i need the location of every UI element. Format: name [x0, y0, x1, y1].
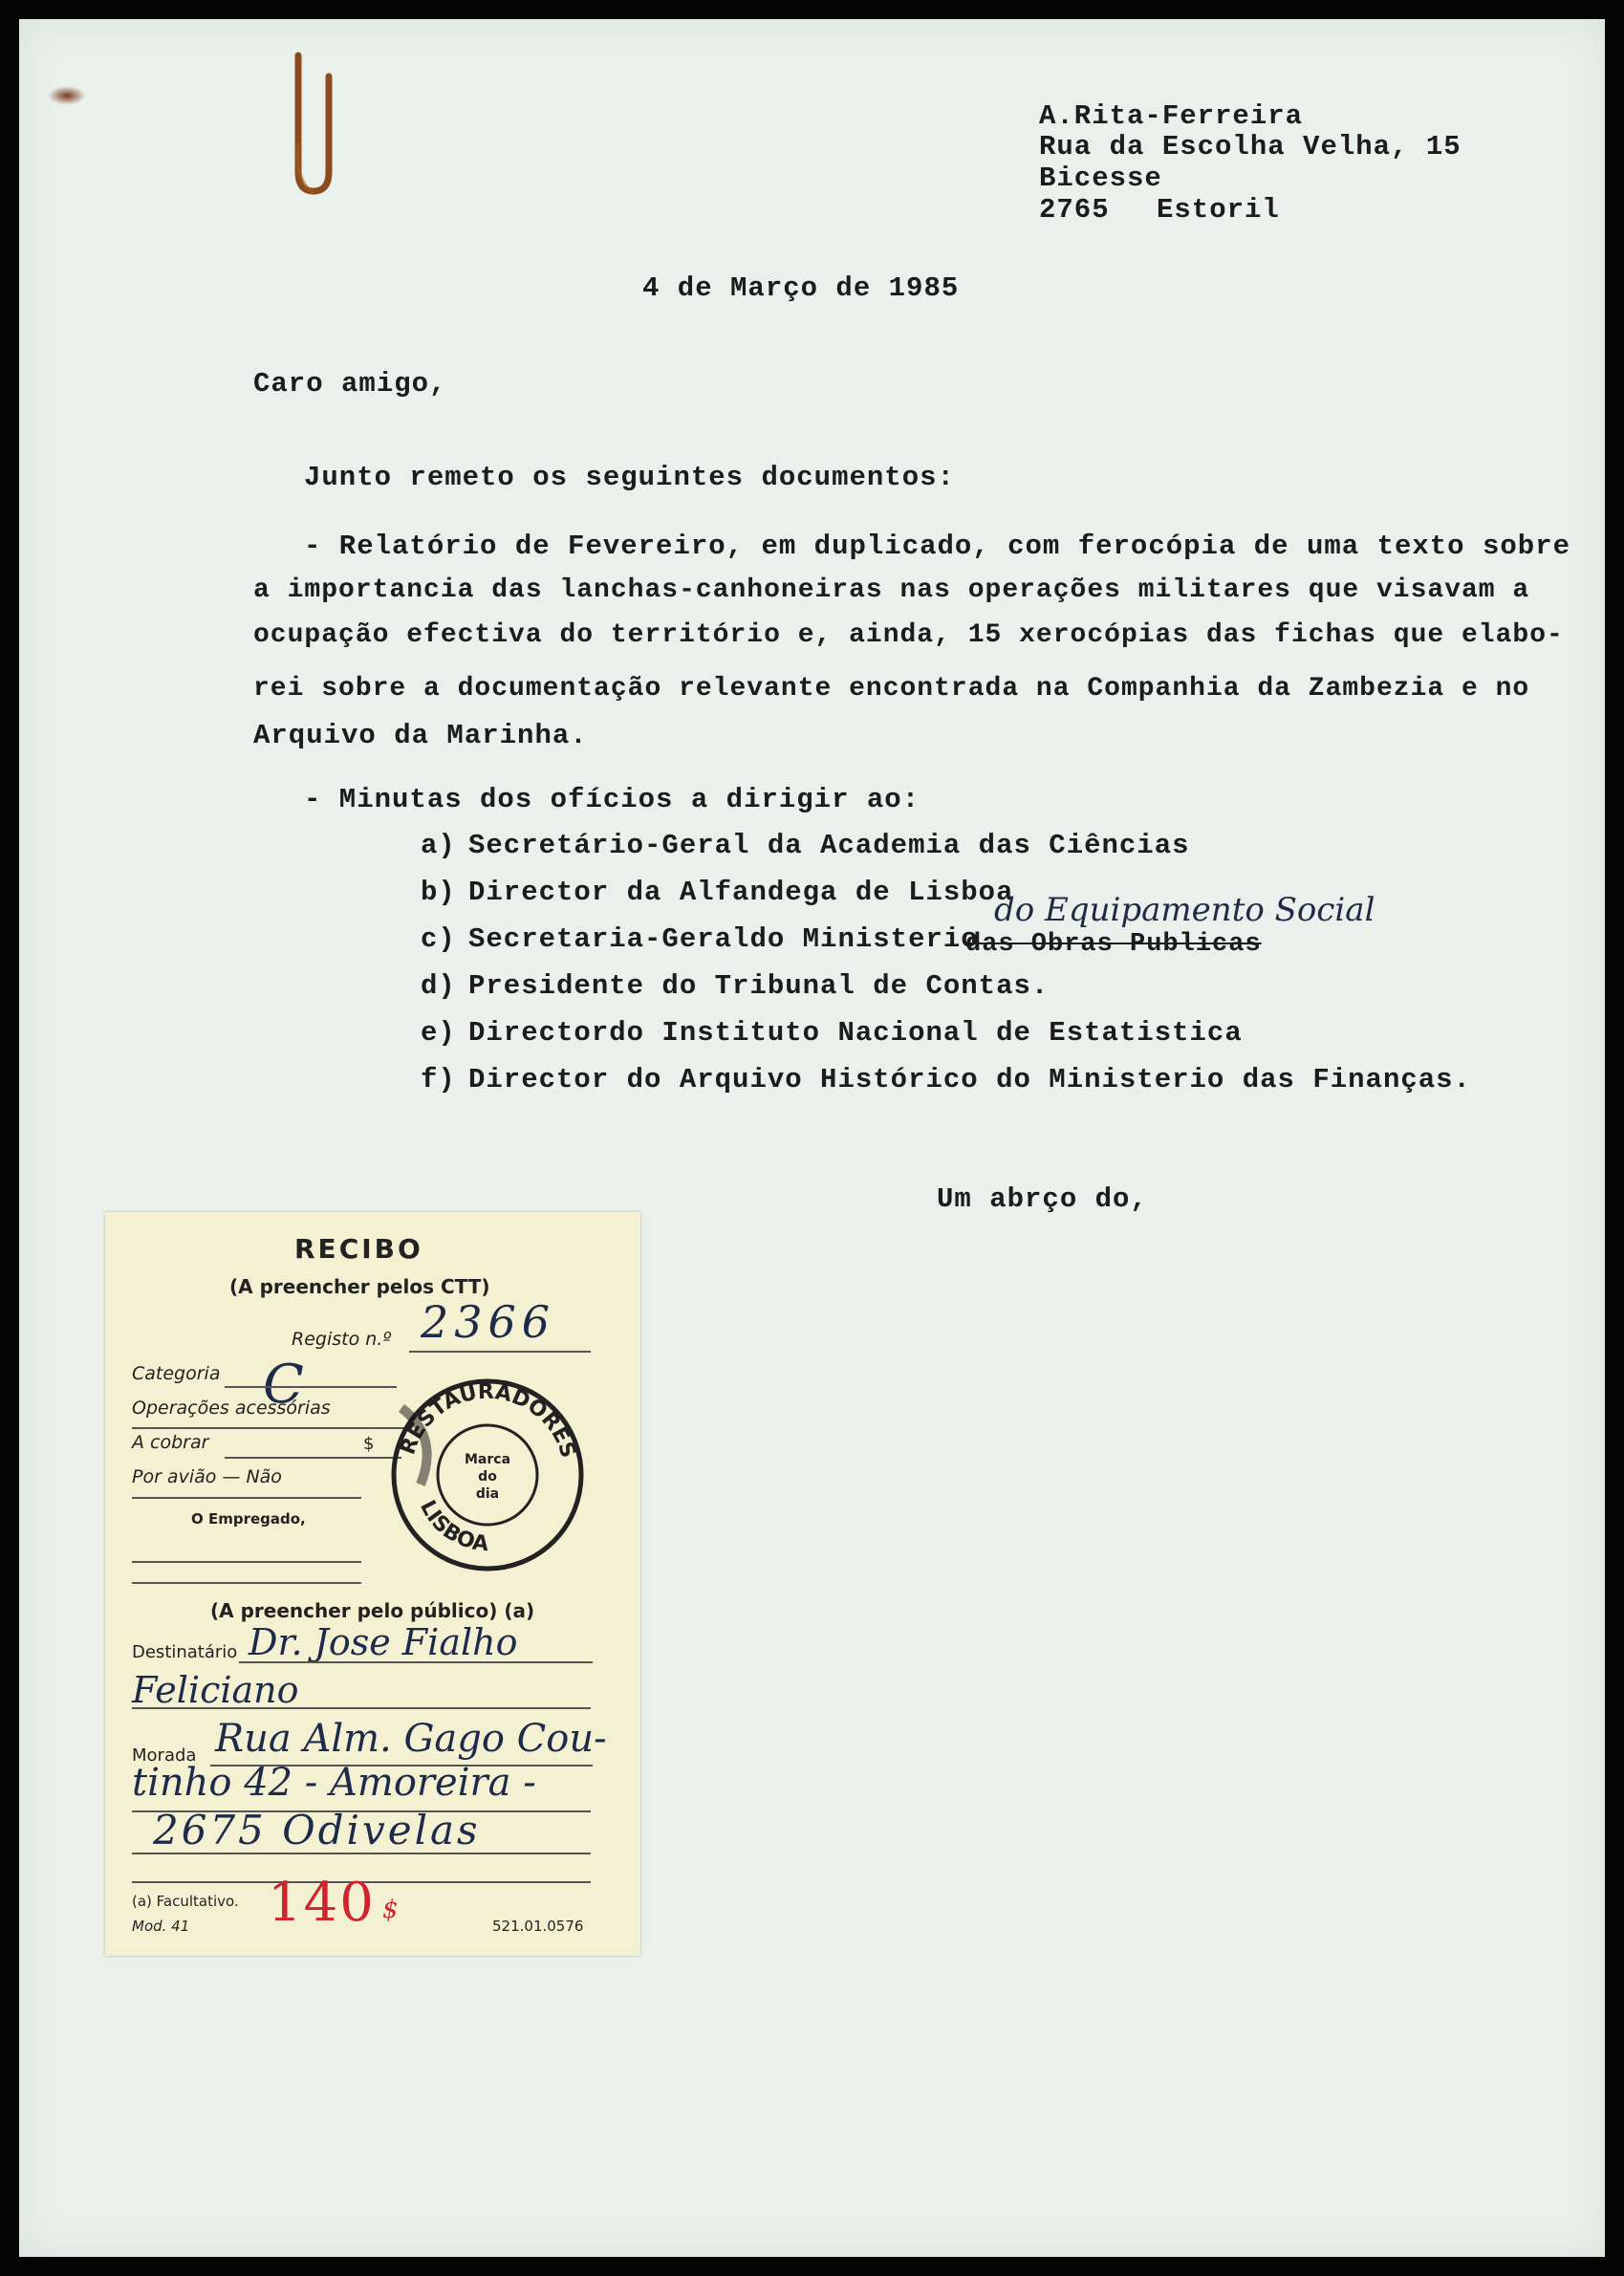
intro-line: Junto remeto os seguintes documentos: — [304, 462, 955, 493]
paragraph-line: a importancia das lanchas-canhoneiras nas operações militares que visavam a — [253, 575, 1530, 605]
paragraph-line: Arquivo da Marinha. — [253, 720, 588, 751]
categoria-value: C — [263, 1354, 304, 1416]
morada-value-1: Rua Alm. Gago Cou- — [215, 1717, 607, 1761]
stamp-city-bottom: LISBOA — [415, 1496, 490, 1557]
morada-value-3: 2675 Odivelas — [153, 1807, 481, 1853]
handwritten-correction: do Equipamento Social — [994, 891, 1375, 929]
destinatario-line — [239, 1661, 593, 1663]
item-text: Directordo Instituto Nacional de Estatistica — [468, 1017, 1243, 1049]
morada-label: Morada — [132, 1745, 197, 1766]
item-text: Presidente do Tribunal de Contas. — [468, 970, 1050, 1002]
receipt-subtitle: (A preencher pelos CTT) — [229, 1275, 490, 1298]
destinatario-label: Destinatário — [132, 1642, 238, 1662]
letter-date: 4 de Março de 1985 — [642, 272, 960, 304]
letter-page — [19, 19, 1605, 2257]
stamp-center-line-2: do — [478, 1469, 497, 1485]
registo-value: 2366 — [421, 1296, 556, 1348]
sender-name: A.Rita-Ferreira — [1039, 100, 1304, 132]
registo-label: Registo n.º — [292, 1329, 392, 1350]
public-heading: (A preencher pelo público) (a) — [210, 1599, 535, 1622]
empregado-line — [132, 1561, 361, 1563]
empregado-label: O Empregado, — [191, 1510, 306, 1528]
sender-postal-code: 2765 — [1039, 194, 1110, 226]
item-text: Director do Arquivo Histórico do Ministerio das Finanças. — [468, 1064, 1471, 1095]
paragraph-line: - Relatório de Fevereiro, em duplicado, com ferocópia de uma texto sobre — [304, 531, 1571, 562]
sender-city: Estoril — [1157, 194, 1280, 226]
destinatario-line-2 — [132, 1707, 591, 1709]
currency-symbol: $ — [363, 1434, 375, 1454]
footnote: (a) Facultativo. — [132, 1893, 239, 1910]
operacoes-line — [132, 1427, 409, 1429]
rust-spot-icon — [48, 86, 86, 105]
item-letter: b) — [421, 877, 456, 908]
item-text: Director da Alfandega de Lisboa — [468, 877, 1014, 908]
registo-line — [409, 1351, 591, 1353]
fee-suffix: $ — [382, 1896, 399, 1924]
destinatario-value-2: Feliciano — [132, 1669, 299, 1711]
paragraph-line: rei sobre a documentação relevante encontrada na Companhia da Zambezia e no — [253, 674, 1530, 704]
morada-line-3 — [132, 1853, 591, 1854]
struck-text: das Obras Publicas — [965, 930, 1262, 959]
item-text: Secretário-Geral da Academia das Ciências — [468, 830, 1190, 861]
minutes-heading: - Minutas dos ofícios a dirigir ao: — [304, 784, 920, 815]
form-code: 521.01.0576 — [492, 1918, 584, 1935]
item-text: Secretaria-Geraldo Ministerio — [468, 923, 979, 955]
categoria-label: Categoria — [132, 1363, 221, 1384]
cobrar-line — [225, 1457, 401, 1459]
stamp-center-line-1: Marca — [464, 1452, 511, 1467]
empregado-line-2 — [132, 1582, 361, 1584]
paragraph-line: ocupação efectiva do território e, ainda, 15 xerocópias das fichas que elabo- — [253, 620, 1564, 650]
aviao-line — [132, 1497, 361, 1499]
cobrar-label: A cobrar — [132, 1432, 209, 1453]
postmark-stamp — [382, 1370, 593, 1580]
item-letter: c) — [421, 923, 456, 955]
sender-locality: Bicesse — [1039, 163, 1162, 194]
sender-street: Rua da Escolha Velha, 15 — [1039, 131, 1462, 163]
receipt-title: RECIBO — [294, 1233, 423, 1265]
mod-label: Mod. 41 — [132, 1918, 190, 1935]
item-letter: a) — [421, 830, 456, 861]
salutation: Caro amigo, — [253, 368, 447, 400]
morada-value-2: tinho 42 - Amoreira - — [132, 1761, 536, 1805]
fee-value: 140 — [268, 1872, 376, 1934]
operacoes-label: Operações acessórias — [132, 1398, 331, 1419]
destinatario-value: Dr. Jose Fialho — [249, 1621, 518, 1663]
item-letter: f) — [421, 1064, 456, 1095]
paperclip-icon — [285, 48, 338, 201]
ctt-receipt — [105, 1212, 640, 1956]
stamp-city-top: RESTAURADORES — [396, 1379, 580, 1462]
categoria-line — [225, 1386, 397, 1388]
item-letter: e) — [421, 1017, 456, 1049]
stamp-center-line-3: dia — [475, 1486, 500, 1502]
aviao-label: Por avião — Não — [132, 1466, 282, 1487]
item-letter: d) — [421, 970, 456, 1002]
closing: Um abrço do, — [937, 1183, 1148, 1215]
